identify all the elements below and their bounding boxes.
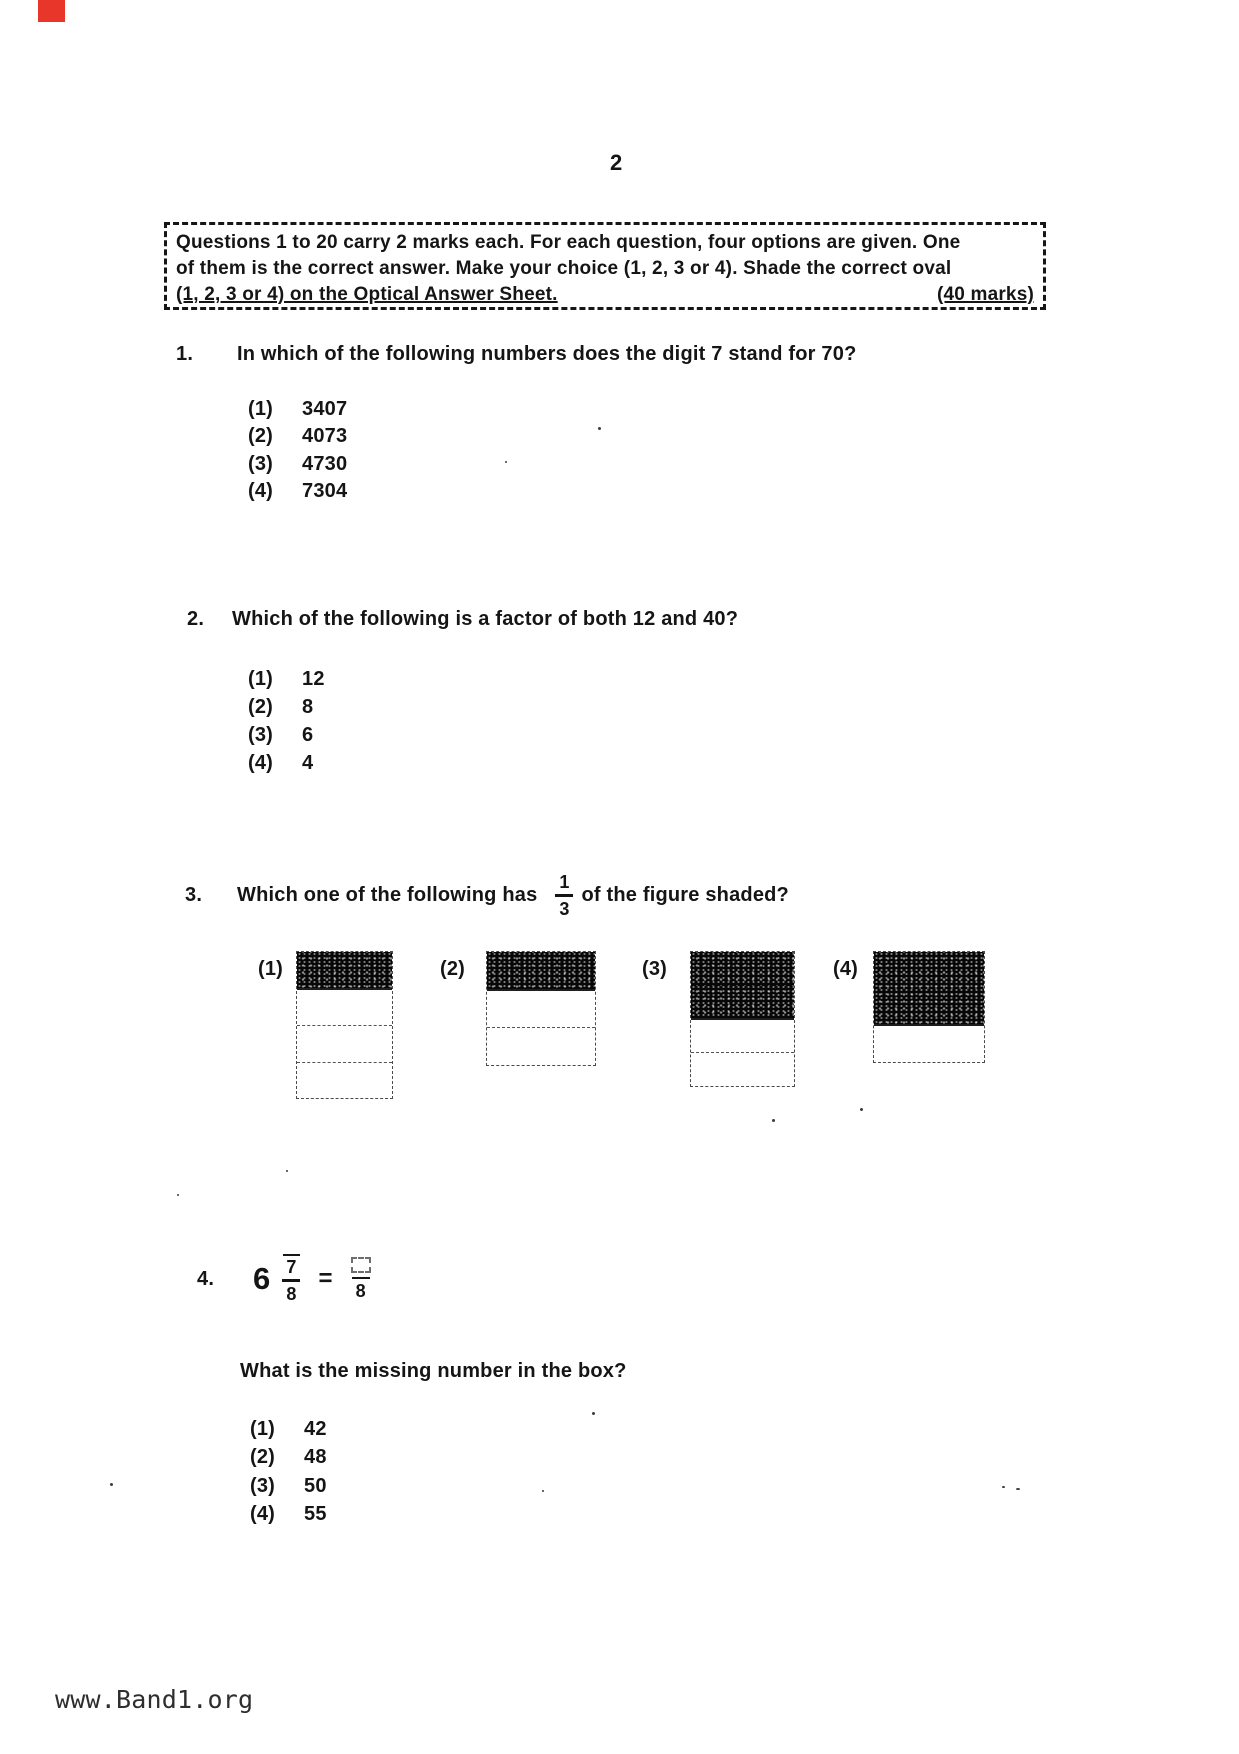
question-4-prompt: What is the missing number in the box? bbox=[240, 1360, 627, 1382]
option-label: (3) bbox=[250, 1474, 276, 1497]
figure-4-thirds bbox=[873, 951, 985, 1063]
fraction-denominator: 3 bbox=[559, 898, 570, 919]
question-1-number: 1. bbox=[176, 343, 194, 365]
option-value: 6 bbox=[302, 724, 314, 746]
scan-artifact-red bbox=[38, 0, 65, 22]
option-value: 48 bbox=[304, 1446, 327, 1469]
option-row bbox=[250, 1418, 327, 1441]
figure-shaded-row bbox=[874, 988, 984, 1024]
option-row bbox=[248, 668, 325, 691]
fraction-denominator: 8 bbox=[355, 1281, 366, 1302]
instructions-line3: (1, 2, 3 or 4) on the Optical Answer Sheet. bbox=[176, 284, 558, 305]
figure-blank-row bbox=[874, 1024, 984, 1062]
figure-1-label: (1) bbox=[258, 958, 284, 980]
scan-artifact-dot bbox=[1016, 1488, 1020, 1490]
option-row bbox=[248, 425, 347, 448]
question-1-text: In which of the following numbers does the digit 7 stand for 70? bbox=[237, 343, 857, 365]
option-row bbox=[248, 696, 313, 719]
option-label: (4) bbox=[250, 1503, 276, 1526]
option-label: (1) bbox=[250, 1418, 276, 1440]
option-row bbox=[248, 752, 313, 775]
option-label: (3) bbox=[248, 452, 274, 475]
instructions-box bbox=[164, 222, 1046, 310]
figure-2-label: (2) bbox=[440, 958, 466, 980]
missing-number-box bbox=[351, 1257, 371, 1273]
option-value: 3407 bbox=[302, 398, 348, 420]
question-3-number: 3. bbox=[185, 883, 203, 906]
fraction-bar bbox=[555, 894, 573, 897]
figure-shaded-row bbox=[487, 952, 595, 989]
scan-artifact-dot bbox=[598, 427, 601, 430]
option-value: 4730 bbox=[302, 452, 348, 475]
figure-blank-row bbox=[487, 989, 595, 1028]
instructions-marks: (40 marks) bbox=[936, 284, 1034, 305]
figure-blank-row bbox=[297, 988, 392, 1026]
option-value: 50 bbox=[304, 1474, 327, 1497]
figure-blank-row bbox=[297, 1025, 392, 1062]
option-row bbox=[250, 1446, 327, 1469]
scan-artifact-dot bbox=[177, 1194, 179, 1196]
option-label: (1) bbox=[248, 668, 274, 690]
figure-blank-row bbox=[691, 1018, 794, 1053]
option-label: (2) bbox=[250, 1446, 276, 1469]
question-4-equation bbox=[197, 1248, 379, 1310]
fraction-bar bbox=[282, 1279, 300, 1282]
scan-artifact-dot bbox=[110, 1483, 113, 1486]
instructions-line1: Questions 1 to 20 carry 2 marks each. For each question, four options are given. One bbox=[176, 232, 961, 253]
option-value: 4 bbox=[302, 752, 314, 774]
figure-shaded-row bbox=[874, 952, 984, 988]
option-value: 4073 bbox=[302, 425, 348, 448]
option-row bbox=[248, 724, 313, 747]
fraction-missing-over-eight bbox=[351, 1257, 371, 1302]
instructions-line2: of them is the correct answer. Make your choice (1, 2, 3 or 4). Shade the correct oval bbox=[176, 258, 952, 279]
figure-shaded-row bbox=[297, 952, 392, 988]
figure-1-quarters bbox=[296, 951, 393, 1099]
option-label: (1) bbox=[248, 398, 274, 420]
question-3-text-after: of the figure shaded? bbox=[581, 883, 789, 906]
fraction-numerator: 7 bbox=[283, 1254, 299, 1277]
scan-artifact-dot bbox=[772, 1119, 775, 1122]
figure-shaded-row bbox=[691, 985, 794, 1018]
option-value: 55 bbox=[304, 1503, 327, 1526]
option-row bbox=[248, 480, 347, 503]
figure-3-quarters bbox=[690, 951, 795, 1087]
scan-artifact-dot bbox=[542, 1490, 544, 1492]
option-label: (4) bbox=[248, 480, 274, 503]
scan-artifact-dot bbox=[286, 1170, 288, 1172]
option-label: (3) bbox=[248, 724, 274, 746]
equals-sign: = bbox=[318, 1265, 333, 1292]
option-label: (4) bbox=[248, 752, 274, 774]
question-4-options bbox=[250, 1418, 510, 1538]
option-row bbox=[248, 453, 347, 476]
mixed-number-whole: 6 bbox=[253, 1261, 271, 1296]
fraction-bar bbox=[352, 1277, 370, 1280]
option-value: 7304 bbox=[302, 480, 348, 503]
scan-artifact-dot bbox=[505, 461, 507, 463]
figure-shaded-row bbox=[691, 952, 794, 985]
option-value: 8 bbox=[302, 696, 314, 718]
figure-blank-row bbox=[297, 1062, 392, 1099]
question-2-number: 2. bbox=[187, 608, 205, 630]
question-3-text bbox=[185, 872, 789, 919]
option-label: (2) bbox=[248, 696, 274, 718]
question-3-text-before: Which one of the following has bbox=[237, 883, 538, 906]
figure-blank-row bbox=[691, 1052, 794, 1086]
figure-3-label: (3) bbox=[642, 958, 668, 980]
figure-2-thirds bbox=[486, 951, 596, 1066]
figure-blank-row bbox=[487, 1027, 595, 1065]
question-1-options bbox=[248, 398, 508, 513]
option-row bbox=[250, 1503, 327, 1526]
option-row bbox=[250, 1475, 327, 1498]
figure-4-label: (4) bbox=[833, 958, 859, 980]
fraction-numerator: 1 bbox=[559, 872, 570, 892]
footer-url: www.Band1.org bbox=[55, 1685, 254, 1714]
scan-artifact-dot bbox=[1002, 1486, 1005, 1488]
scan-artifact-dot bbox=[860, 1108, 863, 1111]
option-label: (2) bbox=[248, 425, 274, 448]
fraction-denominator: 8 bbox=[286, 1283, 297, 1304]
option-value: 12 bbox=[302, 668, 325, 690]
question-2-options bbox=[248, 668, 508, 783]
question-2-text: Which of the following is a factor of both 12 and 40? bbox=[232, 608, 739, 630]
question-4-number: 4. bbox=[197, 1267, 215, 1290]
option-row bbox=[248, 398, 347, 421]
scan-artifact-dot bbox=[592, 1412, 595, 1415]
fraction-one-third bbox=[555, 872, 573, 919]
fraction-seven-eighths bbox=[282, 1254, 300, 1304]
option-value: 42 bbox=[304, 1418, 327, 1440]
page-number: 2 bbox=[610, 150, 623, 175]
